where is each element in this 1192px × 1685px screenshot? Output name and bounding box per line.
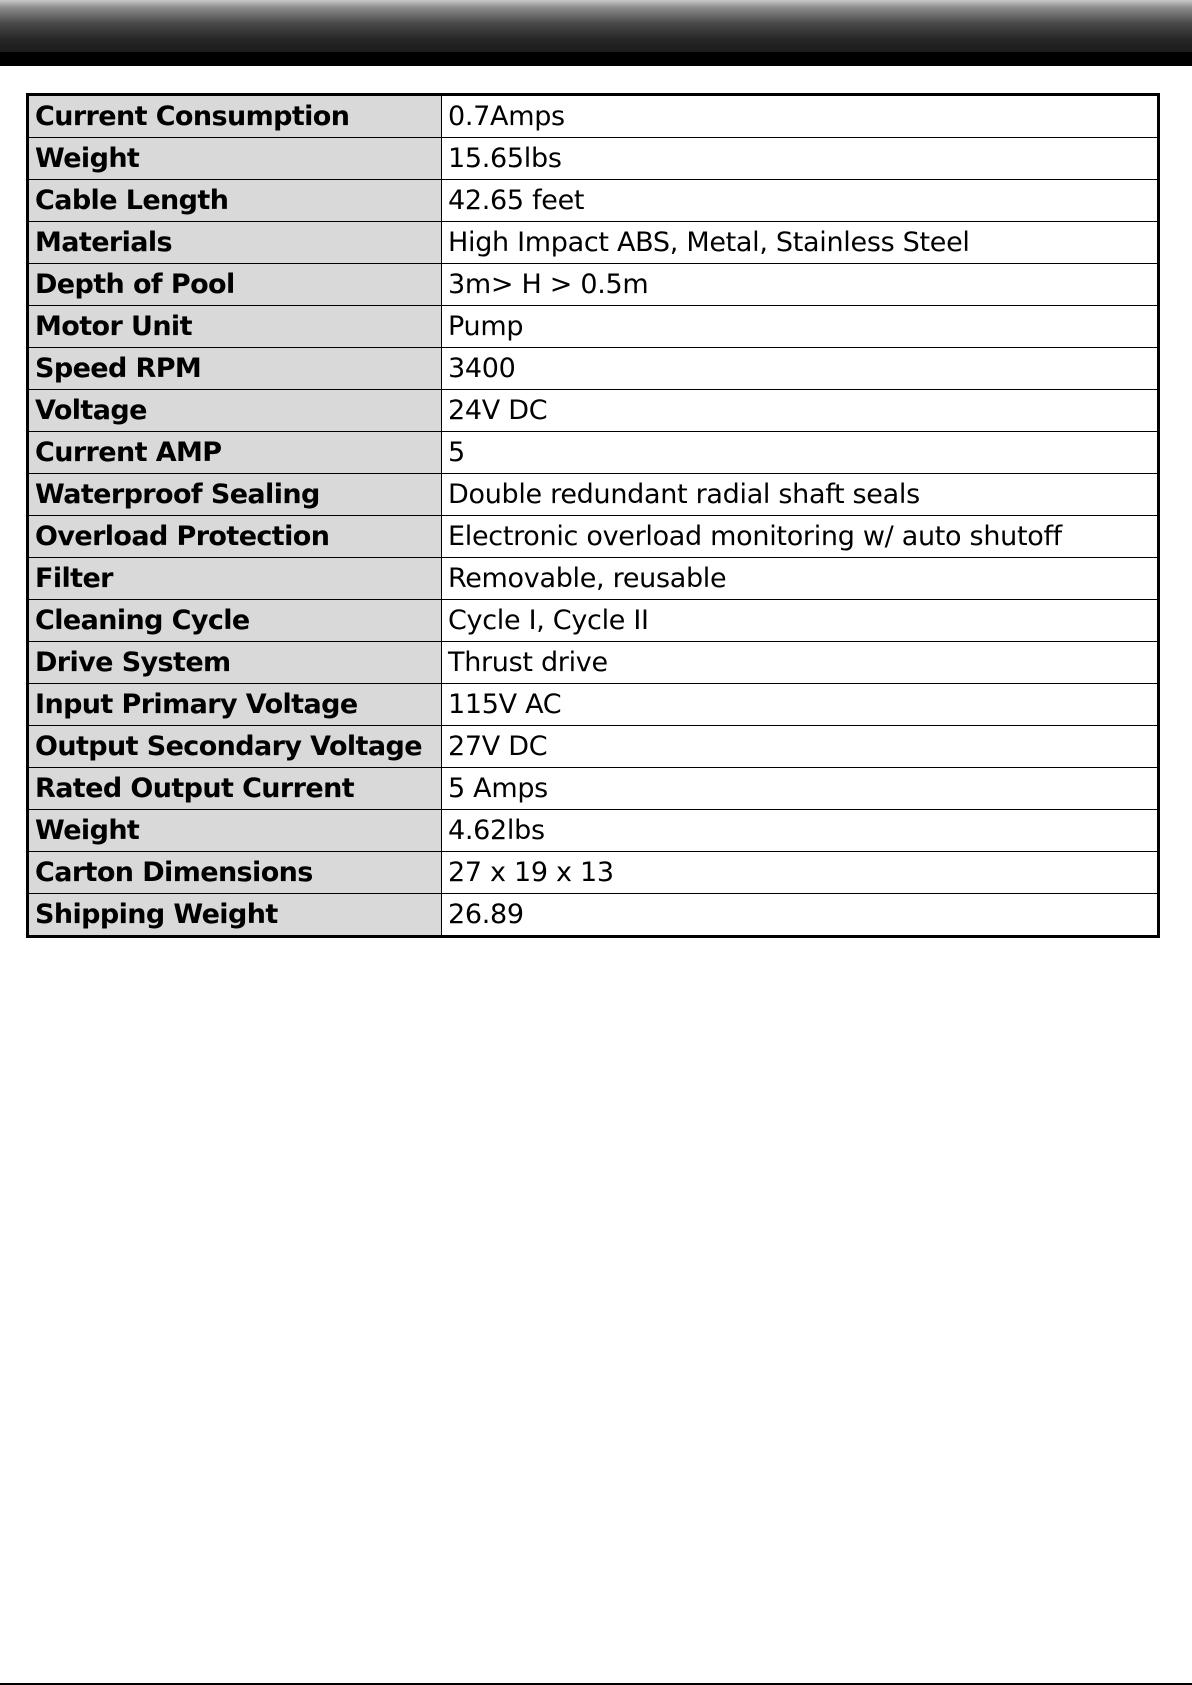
spec-value: 115V AC (442, 684, 1159, 726)
spec-label: Cleaning Cycle (28, 600, 442, 642)
table-row (28, 516, 1159, 558)
spec-label: Input Primary Voltage (28, 684, 442, 726)
spec-label: Rated Output Current (28, 768, 442, 810)
spec-value: Double redundant radial shaft seals (442, 474, 1159, 516)
spec-label: Shipping Weight (28, 894, 442, 937)
table-row (28, 390, 1159, 432)
spec-value: 5 (442, 432, 1159, 474)
spec-value: 42.65 feet (442, 180, 1159, 222)
spec-value: 24V DC (442, 390, 1159, 432)
table-row (28, 348, 1159, 390)
table-row (28, 138, 1159, 180)
spec-label: Drive System (28, 642, 442, 684)
spec-value: High Impact ABS, Metal, Stainless Steel (442, 222, 1159, 264)
table-row (28, 726, 1159, 768)
spec-value: Cycle I, Cycle II (442, 600, 1159, 642)
spec-value: 27 x 19 x 13 (442, 852, 1159, 894)
table-row (28, 810, 1159, 852)
spec-label: Weight (28, 810, 442, 852)
spec-value: 15.65lbs (442, 138, 1159, 180)
spec-label: Weight (28, 138, 442, 180)
spec-label: Output Secondary Voltage (28, 726, 442, 768)
table-row (28, 180, 1159, 222)
table-row (28, 600, 1159, 642)
spec-value: Thrust drive (442, 642, 1159, 684)
spec-label: Overload Protection (28, 516, 442, 558)
spec-value: 3m> H > 0.5m (442, 264, 1159, 306)
spec-label: Carton Dimensions (28, 852, 442, 894)
spec-table-body (28, 95, 1159, 937)
spec-label: Motor Unit (28, 306, 442, 348)
spec-value: 27V DC (442, 726, 1159, 768)
spec-label: Cable Length (28, 180, 442, 222)
spec-label: Current AMP (28, 432, 442, 474)
spec-label: Filter (28, 558, 442, 600)
spec-label: Waterproof Sealing (28, 474, 442, 516)
spec-label: Voltage (28, 390, 442, 432)
table-row (28, 264, 1159, 306)
spec-value: 4.62lbs (442, 810, 1159, 852)
table-row (28, 474, 1159, 516)
table-row (28, 222, 1159, 264)
table-row (28, 95, 1159, 138)
spec-value: 3400 (442, 348, 1159, 390)
spec-table (26, 93, 1160, 938)
table-row (28, 432, 1159, 474)
table-row (28, 558, 1159, 600)
table-row (28, 768, 1159, 810)
spec-label: Speed RPM (28, 348, 442, 390)
table-row (28, 642, 1159, 684)
spec-value: 0.7Amps (442, 95, 1159, 138)
header-bar (0, 0, 1192, 66)
spec-label: Current Consumption (28, 95, 442, 138)
spec-value: Removable, reusable (442, 558, 1159, 600)
spec-value: 26.89 (442, 894, 1159, 937)
spec-value: Pump (442, 306, 1159, 348)
spec-label: Depth of Pool (28, 264, 442, 306)
table-row (28, 684, 1159, 726)
table-row (28, 306, 1159, 348)
table-row (28, 894, 1159, 937)
table-row (28, 852, 1159, 894)
spec-value: Electronic overload monitoring w/ auto shutoff (442, 516, 1159, 558)
spec-value: 5 Amps (442, 768, 1159, 810)
spec-label: Materials (28, 222, 442, 264)
